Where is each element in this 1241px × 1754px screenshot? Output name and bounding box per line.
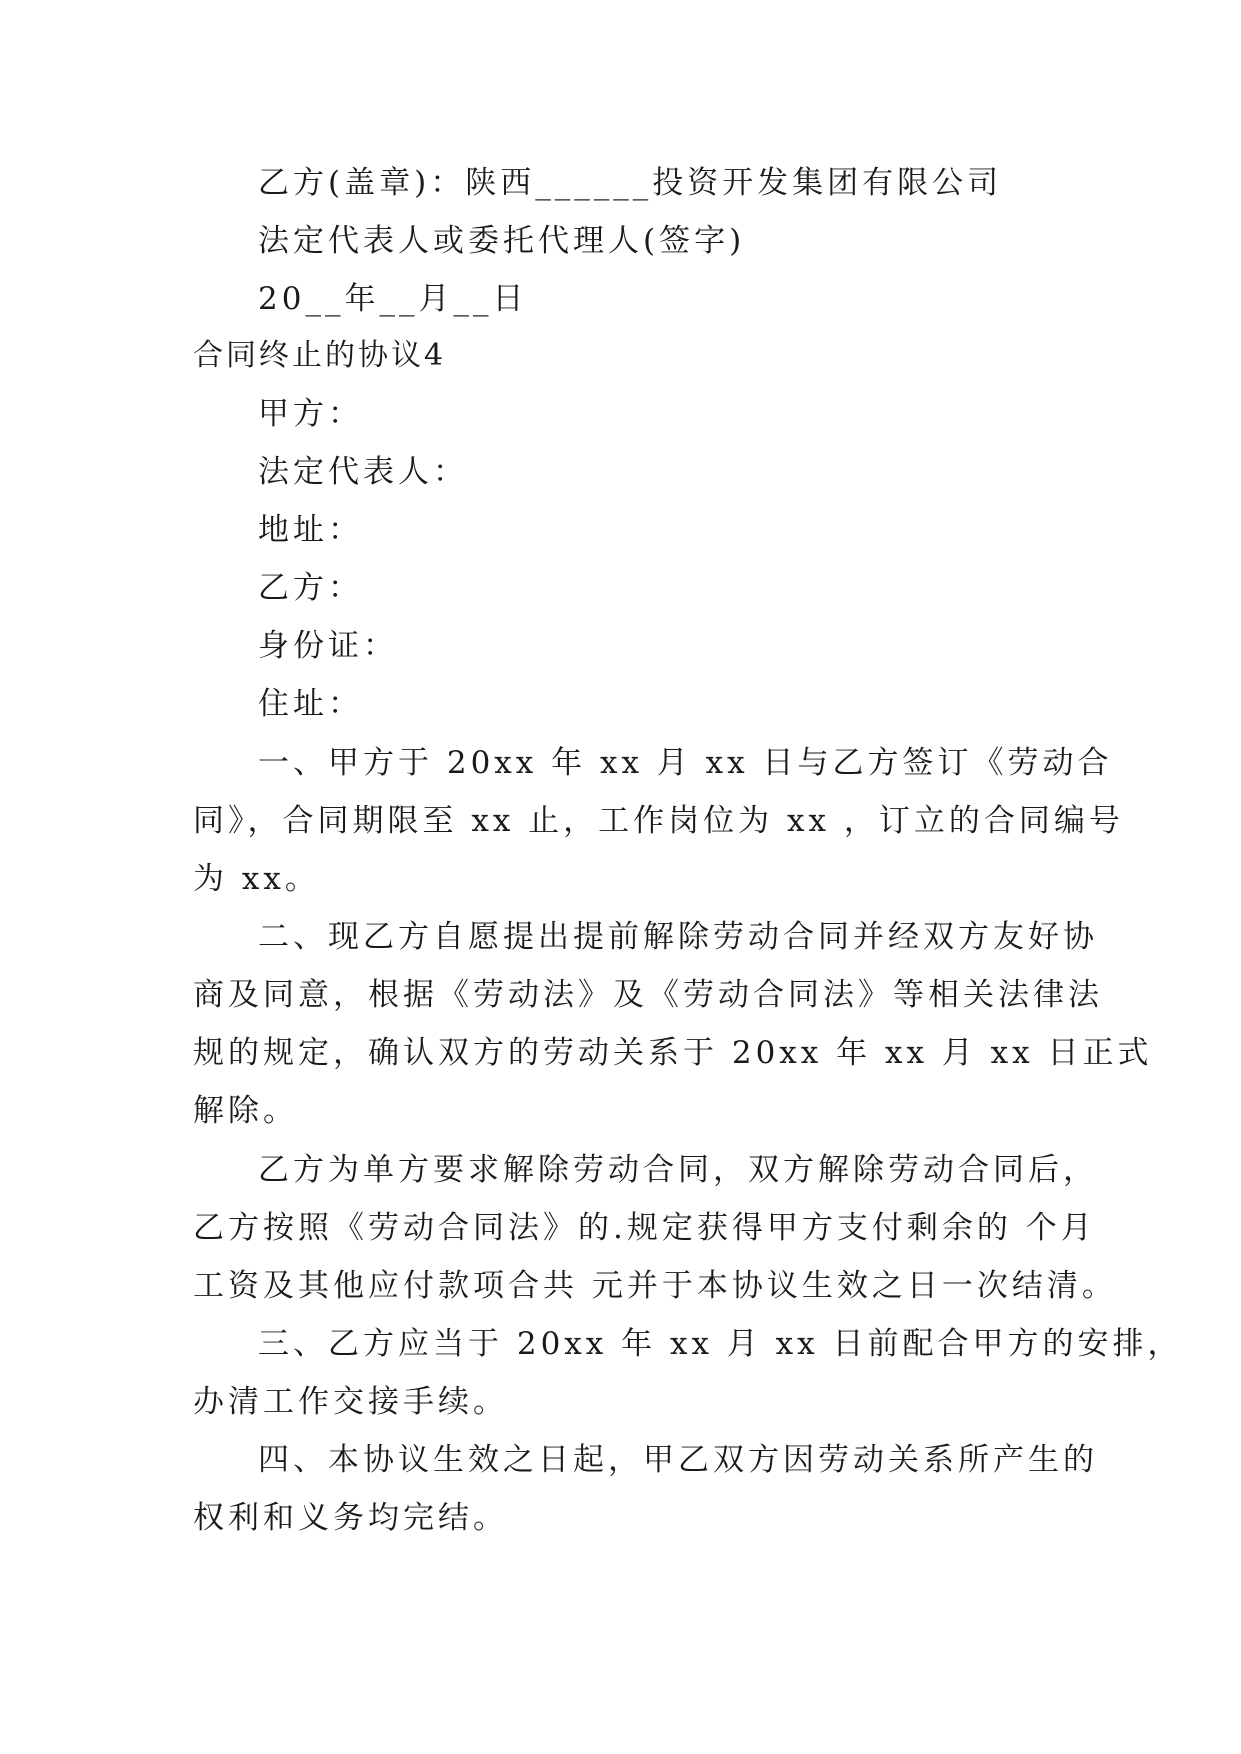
field-address: 地址： (258, 512, 363, 548)
clause-1-line-1: 一、甲方于 20xx 年 xx 月 xx 日与乙方签订《劳动合 (258, 745, 1113, 781)
field-party-a: 甲方： (258, 396, 363, 432)
clause-2b-line-2: 乙方按照《劳动合同法》的.规定获得甲方支付剩余的 个月 (193, 1210, 1096, 1246)
clause-1-line-2: 同》，合同期限至 xx 止，工作岗位为 xx ，订立的合同编号 (193, 803, 1124, 839)
clause-3-line-1: 三、乙方应当于 20xx 年 xx 月 xx 日前配合甲方的安排， (258, 1326, 1183, 1362)
clause-4-line-2: 权利和义务均完结。 (193, 1500, 508, 1536)
clause-1-line-3: 为 xx。 (193, 861, 320, 897)
field-party-b: 乙方： (258, 570, 363, 606)
signature-date-line: 20__年__月__日 (258, 281, 528, 317)
clause-2-line-4: 解除。 (193, 1093, 298, 1129)
clause-2b-line-1: 乙方为单方要求解除劳动合同，双方解除劳动合同后， (258, 1152, 1098, 1188)
agreement-title: 合同终止的协议4 (193, 338, 447, 373)
clause-2b-line-3: 工资及其他应付款项合共 元并于本协议生效之日一次结清。 (193, 1268, 1117, 1304)
party-b-seal-line: 乙方(盖章)：陕西______投资开发集团有限公司 (258, 165, 1003, 201)
clause-2-line-2: 商及同意，根据《劳动法》及《劳动合同法》等相关法律法 (193, 977, 1103, 1013)
clause-2-line-3: 规的规定，确认双方的劳动关系于 20xx 年 xx 月 xx 日正式 (193, 1035, 1153, 1071)
clause-2-line-1: 二、现乙方自愿提出提前解除劳动合同并经双方友好协 (258, 919, 1098, 955)
field-id-card: 身份证： (258, 628, 398, 664)
clause-4-line-1: 四、本协议生效之日起，甲乙双方因劳动关系所产生的 (258, 1442, 1098, 1478)
field-legal-rep: 法定代表人： (258, 454, 468, 490)
representative-sign-line: 法定代表人或委托代理人(签字) (258, 223, 746, 259)
field-residence: 住址： (258, 686, 363, 722)
clause-3-line-2: 办清工作交接手续。 (193, 1384, 508, 1420)
